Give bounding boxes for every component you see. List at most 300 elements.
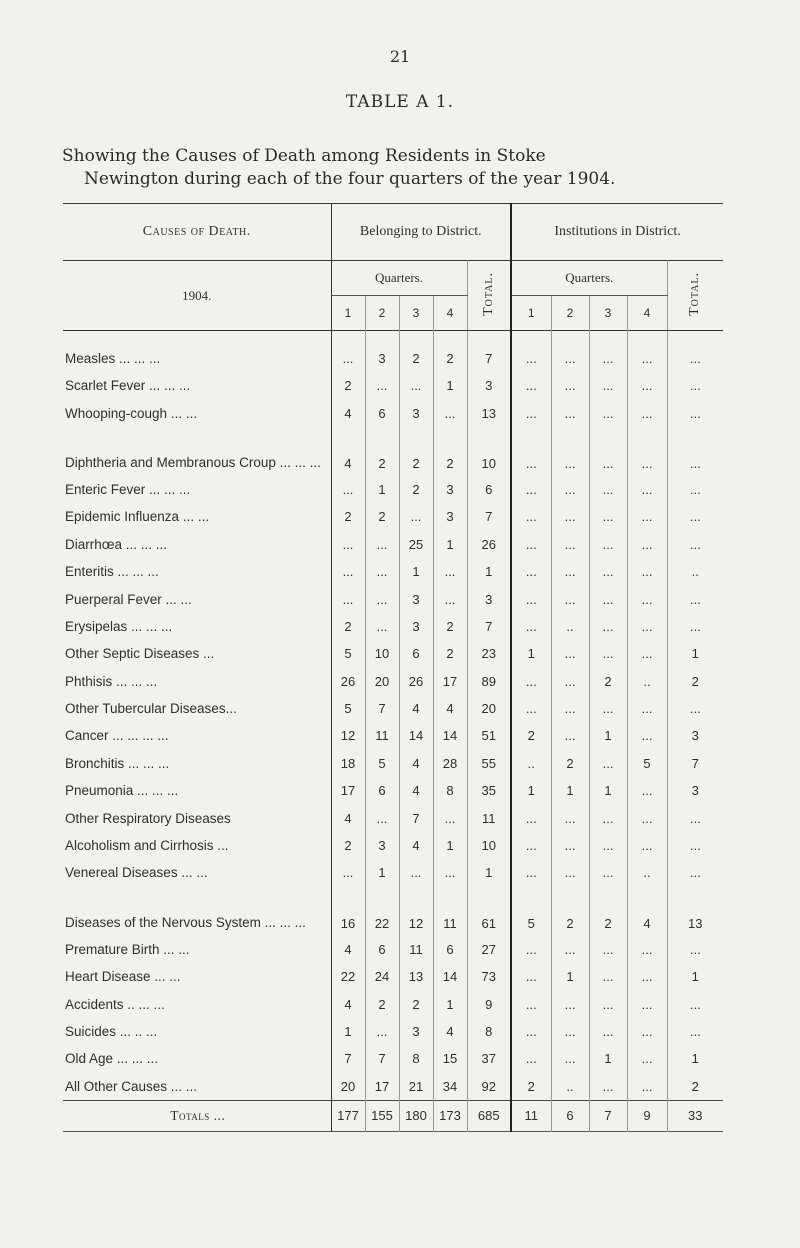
district-q3-cell: 3	[399, 585, 433, 612]
district-q2-cell: ...	[365, 585, 399, 612]
table-row	[63, 1073, 723, 1101]
table-row	[63, 804, 723, 831]
institution-q4-cell: ...	[627, 613, 667, 640]
district-q1-cell: 4	[331, 804, 365, 831]
table-row	[63, 531, 723, 558]
institution-q2-cell: ...	[551, 1045, 589, 1072]
district-total-cell: 13	[467, 399, 511, 426]
district-q1-cell: 17	[331, 777, 365, 804]
cause-name: Epidemic Influenza ... ...	[65, 509, 210, 525]
district-q2-cell: 7	[365, 695, 399, 722]
district-q4-cell: 34	[433, 1073, 467, 1101]
institution-q4-cell: ...	[627, 1018, 667, 1045]
district-q2-cell: 2	[365, 427, 399, 476]
district-q1-cell: ...	[331, 531, 365, 558]
district-q4-cell: 2	[433, 331, 467, 373]
district-q2-cell: 6	[365, 936, 399, 963]
district-q1-cell: ...	[331, 585, 365, 612]
institution-q1-cell: ...	[511, 531, 551, 558]
institution-q4-cell: ...	[627, 777, 667, 804]
institution-q2-cell: ...	[551, 399, 589, 426]
district-q3-cell: 8	[399, 1045, 433, 1072]
district-q1-cell: 4	[331, 990, 365, 1017]
cause-name: Other Tubercular Diseases...	[65, 701, 237, 717]
institution-q1-cell: ...	[511, 695, 551, 722]
institution-q1-cell: ...	[511, 558, 551, 585]
district-q3-cell: 2	[399, 990, 433, 1017]
table-row	[63, 331, 723, 373]
quarters-header-institutions: Quarters.	[511, 261, 667, 296]
institution-q3-cell: ...	[589, 804, 627, 831]
district-q4-cell: ...	[433, 859, 467, 886]
institution-q3-cell: 2	[589, 668, 627, 695]
institution-q1-cell: 1	[511, 777, 551, 804]
institution-q3-cell: ...	[589, 750, 627, 777]
institution-total-cell: 33	[667, 1100, 723, 1131]
district-q3-cell: 6	[399, 640, 433, 667]
institution-q4-cell: ...	[627, 531, 667, 558]
district-total-cell: 89	[467, 668, 511, 695]
table-row	[63, 722, 723, 749]
district-q4-cell: 2	[433, 640, 467, 667]
institution-q4-cell: ...	[627, 804, 667, 831]
district-q3-cell: ...	[399, 372, 433, 399]
table-row	[63, 963, 723, 990]
institution-q3-cell: ...	[589, 558, 627, 585]
cause-name: Suicides ... .. ...	[65, 1024, 158, 1039]
institution-q3-cell: ...	[589, 1018, 627, 1045]
district-q4-cell: 28	[433, 750, 467, 777]
district-total-cell: 7	[467, 331, 511, 373]
institution-q3-cell: ...	[589, 531, 627, 558]
institution-total-cell: ...	[667, 936, 723, 963]
institution-q2-cell: 2	[551, 887, 589, 936]
district-q2-cell: 6	[365, 399, 399, 426]
district-q1-cell: ...	[331, 476, 365, 503]
institution-total-cell: 1	[667, 963, 723, 990]
institution-total-cell: 7	[667, 750, 723, 777]
institution-q3-cell: ...	[589, 640, 627, 667]
cause-name: Premature Birth ... ...	[65, 941, 190, 957]
institution-q1-cell: ...	[511, 990, 551, 1017]
causes-of-death-table	[63, 203, 723, 1138]
district-q1-cell: 4	[331, 399, 365, 426]
year-header: 1904.	[63, 261, 331, 331]
district-q3-cell: 3	[399, 399, 433, 426]
institution-q2-cell: ...	[551, 585, 589, 612]
caption-line-2: Newington during each of the four quarters of the year 1904.	[84, 169, 616, 189]
institution-q2-cell: ...	[551, 695, 589, 722]
district-q4-cell: ...	[433, 585, 467, 612]
institution-q4-cell: ...	[627, 558, 667, 585]
district-q2-cell: 20	[365, 668, 399, 695]
district-total-cell: 37	[467, 1045, 511, 1072]
cause-name: Alcoholism and Cirrhosis ...	[65, 838, 229, 854]
institution-q1-cell: ...	[511, 427, 551, 476]
institution-q2-cell: ..	[551, 1073, 589, 1101]
institution-total-cell: ...	[667, 990, 723, 1017]
district-total-cell: 20	[467, 695, 511, 722]
district-q3-cell: 26	[399, 668, 433, 695]
institution-total-cell: ...	[667, 531, 723, 558]
district-q1-cell: 177	[331, 1100, 365, 1131]
belonging-to-district-header: Belonging to District.	[331, 204, 511, 261]
institution-q2-cell: ...	[551, 531, 589, 558]
district-total-cell: 11	[467, 804, 511, 831]
district-q3-cell: 1	[399, 558, 433, 585]
quarter-4-header: 4	[627, 296, 667, 331]
table-row	[63, 585, 723, 612]
institution-q1-cell: ...	[511, 804, 551, 831]
district-q3-cell: 4	[399, 832, 433, 859]
institution-q2-cell: ...	[551, 427, 589, 476]
cause-name: Old Age ... ... ...	[65, 1051, 159, 1067]
table-row	[63, 427, 723, 476]
cause-name: Diarrhœa ... ... ...	[65, 536, 168, 552]
table-row	[63, 476, 723, 503]
quarter-3-header: 3	[589, 296, 627, 331]
cause-name: Enteritis ... ... ...	[65, 564, 159, 580]
institution-q1-cell: ...	[511, 399, 551, 426]
institution-q4-cell: ..	[627, 668, 667, 695]
district-q4-cell: 6	[433, 936, 467, 963]
institution-total-cell: 2	[667, 1073, 723, 1101]
institution-q2-cell: ...	[551, 331, 589, 373]
institution-q1-cell: 11	[511, 1100, 551, 1131]
district-q1-cell: 4	[331, 427, 365, 476]
district-q1-cell: 2	[331, 613, 365, 640]
institution-q4-cell: ...	[627, 427, 667, 476]
institution-total-cell: ...	[667, 476, 723, 503]
institution-q3-cell: ...	[589, 476, 627, 503]
district-total-cell: 6	[467, 476, 511, 503]
institution-q1-cell: ...	[511, 331, 551, 373]
institution-q4-cell: ...	[627, 832, 667, 859]
district-total-cell: 10	[467, 427, 511, 476]
district-q3-cell: ...	[399, 859, 433, 886]
cause-name: Bronchitis ... ... ...	[65, 755, 170, 771]
district-q1-cell: 7	[331, 1045, 365, 1072]
institution-q4-cell: ...	[627, 936, 667, 963]
institution-q2-cell: ...	[551, 503, 589, 530]
district-q4-cell: 3	[433, 503, 467, 530]
district-q2-cell: 1	[365, 859, 399, 886]
institution-q3-cell: ...	[589, 399, 627, 426]
cause-name: Puerperal Fever ... ...	[65, 591, 192, 607]
institution-total-cell: ...	[667, 331, 723, 373]
district-total-cell: 55	[467, 750, 511, 777]
district-q4-cell: ...	[433, 399, 467, 426]
institution-q3-cell: ...	[589, 990, 627, 1017]
institution-q2-cell: ...	[551, 722, 589, 749]
institution-q3-cell: 2	[589, 887, 627, 936]
district-q2-cell: 3	[365, 331, 399, 373]
institution-q1-cell: 2	[511, 722, 551, 749]
district-q1-cell: 16	[331, 887, 365, 936]
table-row	[63, 1045, 723, 1072]
district-q1-cell: 5	[331, 640, 365, 667]
district-q4-cell: 173	[433, 1100, 467, 1131]
cause-name: Diseases of the Nervous System ... ... ...	[65, 914, 306, 930]
institution-total-cell: 13	[667, 887, 723, 936]
district-total-cell: 51	[467, 722, 511, 749]
quarter-1-header: 1	[331, 296, 365, 331]
district-q3-cell: 7	[399, 804, 433, 831]
table-caption	[62, 145, 742, 191]
table-row	[63, 936, 723, 963]
table-row	[63, 990, 723, 1017]
caption-line-1: Showing the Causes of Death among Residents in Stoke	[62, 146, 546, 166]
totals-row	[63, 1100, 723, 1131]
district-q3-cell: 180	[399, 1100, 433, 1131]
table-row	[63, 750, 723, 777]
institution-q3-cell: ...	[589, 613, 627, 640]
district-q3-cell: 13	[399, 963, 433, 990]
page-number: 21	[389, 47, 411, 66]
cause-name: Diphtheria and Membranous Croup ... ... ...	[65, 454, 321, 470]
institution-q4-cell: 5	[627, 750, 667, 777]
cause-name: Other Septic Diseases ...	[65, 646, 215, 662]
institution-q3-cell: ...	[589, 963, 627, 990]
district-q3-cell: 14	[399, 722, 433, 749]
cause-name: Pneumonia ... ... ...	[65, 783, 179, 799]
district-q4-cell: 4	[433, 695, 467, 722]
district-q4-cell: 1	[433, 372, 467, 399]
district-total-cell: 9	[467, 990, 511, 1017]
institution-q2-cell: ...	[551, 990, 589, 1017]
institution-total-cell: ...	[667, 503, 723, 530]
institution-q3-cell: ...	[589, 503, 627, 530]
district-q1-cell: 22	[331, 963, 365, 990]
institution-q2-cell: ...	[551, 668, 589, 695]
table-row	[63, 372, 723, 399]
district-q4-cell: 15	[433, 1045, 467, 1072]
table-row	[63, 832, 723, 859]
district-q2-cell: 6	[365, 777, 399, 804]
district-q2-cell: 17	[365, 1073, 399, 1101]
district-total-cell: 26	[467, 531, 511, 558]
institution-q4-cell: ...	[627, 1045, 667, 1072]
district-q1-cell: 2	[331, 832, 365, 859]
cause-name: Cancer ... ... ... ...	[65, 728, 169, 744]
district-q4-cell: 17	[433, 668, 467, 695]
district-total-cell: 3	[467, 585, 511, 612]
cause-name: Phthisis ... ... ...	[65, 673, 158, 689]
cause-name: Venereal Diseases ... ...	[65, 865, 208, 881]
institution-q4-cell: ...	[627, 990, 667, 1017]
district-q2-cell: 3	[365, 832, 399, 859]
district-q1-cell: ...	[331, 331, 365, 373]
cause-name: Heart Disease ... ...	[65, 969, 181, 985]
district-total-cell: 10	[467, 832, 511, 859]
district-q3-cell: 21	[399, 1073, 433, 1101]
bottom-rule-line	[63, 1131, 723, 1138]
institution-q2-cell: 2	[551, 750, 589, 777]
institution-q4-cell: ...	[627, 372, 667, 399]
table-row	[63, 640, 723, 667]
district-total-cell: 1	[467, 859, 511, 886]
district-q3-cell: 2	[399, 427, 433, 476]
district-q4-cell: ...	[433, 558, 467, 585]
institution-total-cell: ...	[667, 832, 723, 859]
institution-total-cell: ...	[667, 1018, 723, 1045]
institution-q3-cell: ...	[589, 936, 627, 963]
district-q3-cell: 4	[399, 750, 433, 777]
institutions-header: Institutions in District.	[511, 204, 723, 261]
table-row	[63, 668, 723, 695]
cause-name: Erysipelas ... ... ...	[65, 618, 173, 634]
institution-total-cell: ...	[667, 804, 723, 831]
institution-q1-cell: ...	[511, 832, 551, 859]
district-q4-cell: 14	[433, 722, 467, 749]
table-row	[63, 887, 723, 936]
institution-q3-cell: ...	[589, 427, 627, 476]
institution-total-cell: ...	[667, 399, 723, 426]
quarter-2-header: 2	[551, 296, 589, 331]
cause-name: Accidents .. ... ...	[65, 996, 165, 1012]
district-q1-cell: ...	[331, 558, 365, 585]
institution-q2-cell: ...	[551, 372, 589, 399]
district-q1-cell: 12	[331, 722, 365, 749]
district-q1-cell: 1	[331, 1018, 365, 1045]
district-q4-cell: 14	[433, 963, 467, 990]
table-row	[63, 503, 723, 530]
district-q3-cell: 2	[399, 331, 433, 373]
institution-q2-cell: ..	[551, 613, 589, 640]
cause-name: Other Respiratory Diseases	[65, 810, 231, 826]
institution-q2-cell: ...	[551, 640, 589, 667]
district-q1-cell: ...	[331, 859, 365, 886]
district-q2-cell: 24	[365, 963, 399, 990]
district-q4-cell: 1	[433, 990, 467, 1017]
institution-q1-cell: ...	[511, 372, 551, 399]
institution-q2-cell: 1	[551, 777, 589, 804]
institution-total-cell: ...	[667, 859, 723, 886]
district-total-cell: 73	[467, 963, 511, 990]
cause-name: Whooping-cough ... ...	[65, 405, 198, 421]
district-q3-cell: 11	[399, 936, 433, 963]
district-total-cell: 3	[467, 372, 511, 399]
institution-total-cell: 1	[667, 640, 723, 667]
district-q2-cell: 155	[365, 1100, 399, 1131]
institution-q1-cell: ...	[511, 936, 551, 963]
district-q2-cell: 22	[365, 887, 399, 936]
institution-total-cell: ...	[667, 427, 723, 476]
district-total-cell: 7	[467, 503, 511, 530]
institution-q4-cell: ...	[627, 503, 667, 530]
institution-q2-cell: 1	[551, 963, 589, 990]
institution-q1-cell: ...	[511, 476, 551, 503]
institution-q1-cell: ..	[511, 750, 551, 777]
district-q2-cell: 5	[365, 750, 399, 777]
institution-q3-cell: ...	[589, 832, 627, 859]
district-q1-cell: 4	[331, 936, 365, 963]
district-q4-cell: 4	[433, 1018, 467, 1045]
table-row	[63, 613, 723, 640]
institution-q1-cell: ...	[511, 668, 551, 695]
institution-total-cell: 1	[667, 1045, 723, 1072]
institution-q2-cell: ...	[551, 476, 589, 503]
institution-q4-cell: ...	[627, 399, 667, 426]
institution-q1-cell: 2	[511, 1073, 551, 1101]
institution-q3-cell: ...	[589, 1073, 627, 1101]
institution-q1-cell: ...	[511, 859, 551, 886]
district-q2-cell: 2	[365, 990, 399, 1017]
district-q3-cell: 2	[399, 476, 433, 503]
institution-q4-cell: ...	[627, 331, 667, 373]
district-q1-cell: 18	[331, 750, 365, 777]
district-q1-cell: 2	[331, 503, 365, 530]
district-q3-cell: ...	[399, 503, 433, 530]
cause-name: Measles ... ... ...	[65, 351, 161, 366]
district-q2-cell: 10	[365, 640, 399, 667]
district-q1-cell: 2	[331, 372, 365, 399]
institution-q1-cell: 1	[511, 640, 551, 667]
district-q2-cell: 7	[365, 1045, 399, 1072]
institution-total-cell: ...	[667, 613, 723, 640]
institution-q2-cell: 6	[551, 1100, 589, 1131]
institution-q2-cell: ...	[551, 1018, 589, 1045]
institution-total-cell: ...	[667, 695, 723, 722]
institution-q3-cell: 1	[589, 777, 627, 804]
institution-q3-cell: 1	[589, 1045, 627, 1072]
district-q4-cell: 1	[433, 832, 467, 859]
institution-q4-cell: ...	[627, 585, 667, 612]
institution-q3-cell: ...	[589, 585, 627, 612]
district-q3-cell: 3	[399, 613, 433, 640]
institution-q3-cell: 7	[589, 1100, 627, 1131]
quarter-3-header: 3	[399, 296, 433, 331]
district-total-cell: 685	[467, 1100, 511, 1131]
district-total-cell: 1	[467, 558, 511, 585]
total-label-institutions: Total.	[687, 271, 703, 316]
causes-of-death-header: Causes of Death.	[142, 224, 251, 239]
quarter-4-header: 4	[433, 296, 467, 331]
institution-q4-cell: ...	[627, 695, 667, 722]
table-title: TABLE A 1.	[345, 92, 455, 112]
table-body	[63, 331, 723, 1138]
institution-total-cell: ...	[667, 585, 723, 612]
cause-name: Scarlet Fever ... ... ...	[65, 378, 191, 394]
institution-total-cell: ...	[667, 372, 723, 399]
table-row	[63, 859, 723, 886]
district-q3-cell: 4	[399, 777, 433, 804]
institution-q1-cell: ...	[511, 613, 551, 640]
district-q4-cell: 2	[433, 427, 467, 476]
district-q4-cell: 2	[433, 613, 467, 640]
district-q2-cell: ...	[365, 372, 399, 399]
cause-name: All Other Causes ... ...	[65, 1078, 198, 1094]
institution-q3-cell: 1	[589, 722, 627, 749]
institution-total-cell: ..	[667, 558, 723, 585]
bottom-rule	[63, 1131, 723, 1138]
institution-q3-cell: ...	[589, 859, 627, 886]
institution-q3-cell: ...	[589, 331, 627, 373]
institution-q4-cell: ...	[627, 963, 667, 990]
total-label-belonging: Total.	[480, 271, 496, 316]
district-total-cell: 61	[467, 887, 511, 936]
district-q4-cell: 1	[433, 531, 467, 558]
institution-q4-cell: ...	[627, 1073, 667, 1101]
district-q3-cell: 25	[399, 531, 433, 558]
total-header-belonging	[467, 261, 511, 331]
institution-q4-cell: ...	[627, 722, 667, 749]
district-q2-cell: ...	[365, 558, 399, 585]
institution-q2-cell: ...	[551, 804, 589, 831]
district-q2-cell: 1	[365, 476, 399, 503]
district-q1-cell: 5	[331, 695, 365, 722]
district-total-cell: 92	[467, 1073, 511, 1101]
